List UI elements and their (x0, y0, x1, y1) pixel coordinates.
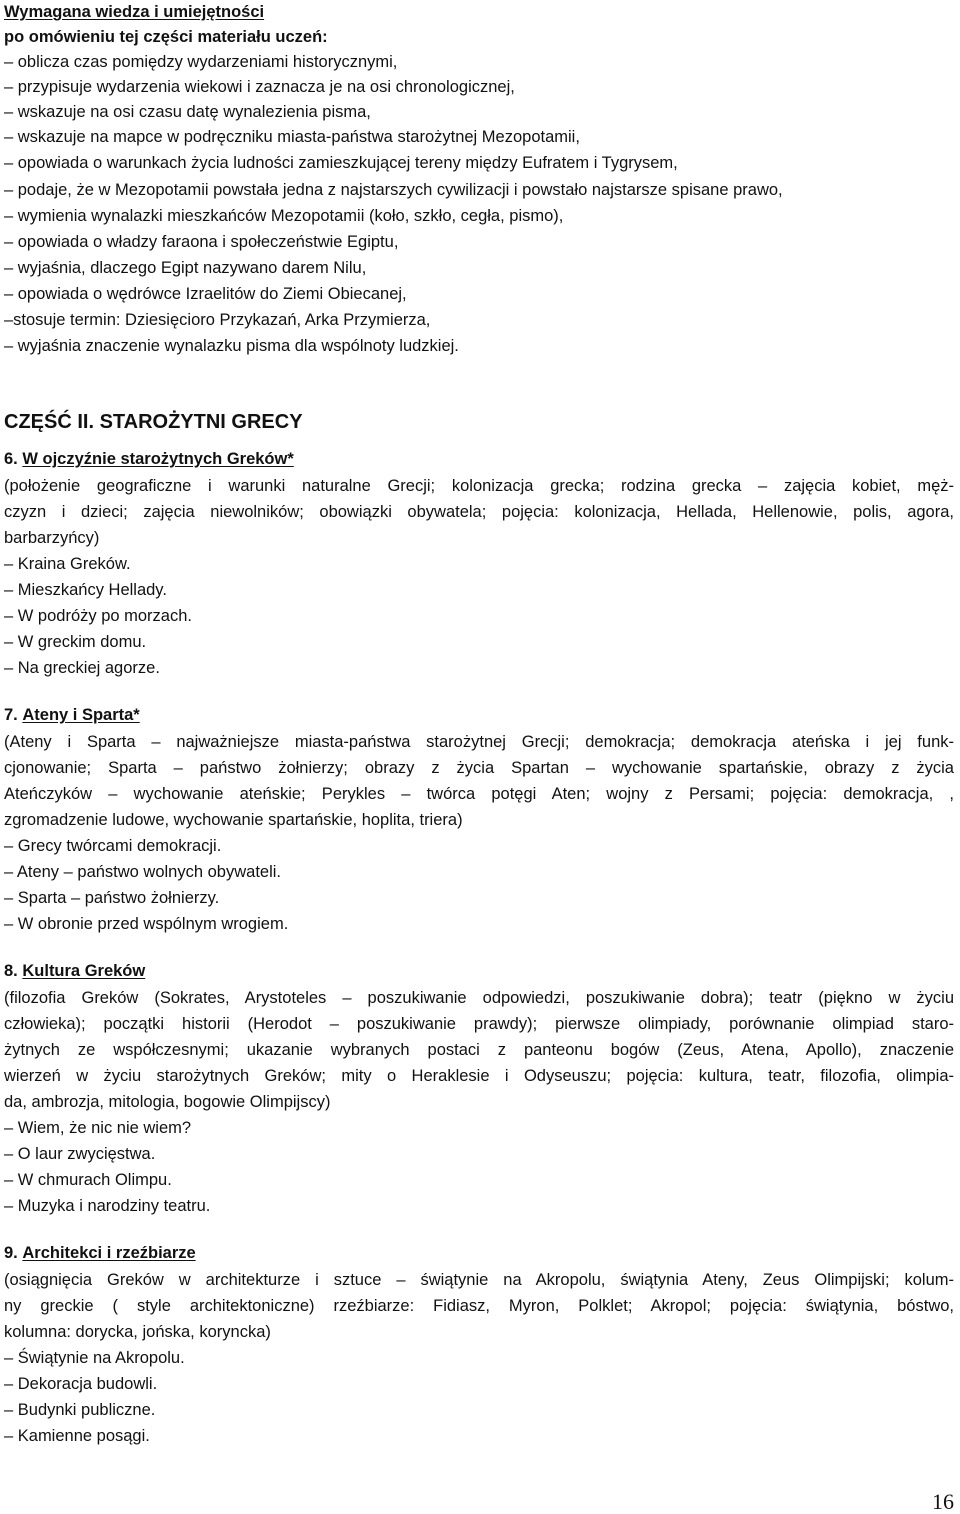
list-item: – wymienia wynalazki mieszkańców Mezopotamii (koło, szkło, cegła, pismo), (4, 207, 564, 225)
section-description-line: (położenie geograficzne i warunki naturalne Grecji; kolonizacja grecka; rodzina grecka – zajęcia kobiet, męż- (4, 477, 954, 495)
section-heading (4, 705, 140, 725)
section-title: Ateny i Sparta* (22, 706, 140, 724)
topic-item: – Kraina Greków. (4, 555, 131, 573)
section-description-line: da, ambrozja, mitologia, bogowie Olimpijscy) (4, 1093, 331, 1111)
list-item: – wyjaśnia znaczenie wynalazku pisma dla wspólnoty ludzkiej. (4, 337, 459, 355)
page-number: 16 (932, 1489, 954, 1514)
section-description-line: czyzn i dzieci; zajęcia niewolników; obowiązki obywatela; pojęcia: kolonizacja, Hellada, Hellenowie, polis, agora, (4, 503, 954, 521)
topic-item: – Ateny – państwo wolnych obywateli. (4, 863, 281, 881)
section-description-line: (osiągnięcia Greków w architekturze i sztuce – świątynie na Akropolu, świątynia Ateny, Zeus Olimpijski; kolum- (4, 1271, 954, 1289)
topic-item: – W chmurach Olimpu. (4, 1171, 172, 1189)
section-description-line: wierzeń w życiu starożytnych Greków; mity o Heraklesie i Odyseuszu; pojęcia: kultura, teatr, filozofia, olimpia- (4, 1067, 954, 1085)
topic-item: – W obronie przed wspólnym wrogiem. (4, 915, 289, 933)
topic-item: – Budynki publiczne. (4, 1401, 156, 1419)
topic-item: – Mieszkańcy Hellady. (4, 581, 167, 599)
section-description-line: zgromadzenie ludowe, wychowanie spartańskie, hoplita, triera) (4, 811, 463, 829)
part-title: CZĘŚĆ II. STAROŻYTNI GRECY (4, 411, 303, 433)
topic-item: – Dekoracja budowli. (4, 1375, 158, 1393)
topic-item: – O laur zwycięstwa. (4, 1145, 156, 1163)
list-item: – wskazuje na mapce w podręczniku miasta-państwa starożytnej Mezopotamii, (4, 128, 580, 146)
topic-item: – Na greckiej agorze. (4, 659, 160, 677)
section-description-line: barbarzyńcy) (4, 529, 100, 547)
requirements-subheading: po omówieniu tej części materiału uczeń: (4, 28, 328, 46)
list-item: – opowiada o wędrówce Izraelitów do Ziemi Obiecanej, (4, 285, 407, 303)
list-item: – opowiada o władzy faraona i społeczeństwie Egiptu, (4, 233, 399, 251)
topic-item: – Grecy twórcami demokracji. (4, 837, 222, 855)
requirements-heading: Wymagana wiedza i umiejętności (4, 3, 265, 21)
section-heading (4, 961, 145, 981)
section-description-line: Ateńczyków – wychowanie ateńskie; Perykles – twórca potęgi Aten; wojny z Persami; pojęcia: demokracja, , (4, 785, 954, 803)
section-number: 8. (4, 962, 18, 980)
list-item: – wyjaśnia, dlaczego Egipt nazywano darem Nilu, (4, 259, 367, 277)
section-description-line: (Ateny i Sparta – najważniejsze miasta-państwa starożytnej Grecji; demokracja; demokracja ateńska i jej funk- (4, 733, 954, 751)
section-description-line: cjonowanie; Sparta – państwo żołnierzy; obrazy z życia Spartan – wychowanie spartańskie, obrazy z życia (4, 759, 954, 777)
section-description-line: ny greckie ( style architektoniczne) rzeźbiarze: Fidiasz, Myron, Polklet; Akropol; pojęcia: świątynia, bóstwo, (4, 1297, 954, 1315)
section-number: 7. (4, 706, 18, 724)
topic-item: – W greckim domu. (4, 633, 147, 651)
section-title: Kultura Greków (22, 962, 146, 980)
section-description-line: człowieka); początki historii (Herodot – poszukiwanie prawdy); pierwsze olimpiady, porównanie olimpiad staro- (4, 1015, 954, 1033)
topic-item: – Świątynie na Akropolu. (4, 1349, 185, 1367)
section-number: 9. (4, 1244, 18, 1262)
list-item: – opowiada o warunkach życia ludności zamieszkującej tereny między Eufratem i Tygrysem, (4, 154, 678, 172)
list-item: –stosuje termin: Dziesięcioro Przykazań, Arka Przymierza, (4, 311, 431, 329)
section-heading (4, 1243, 196, 1263)
list-item: – podaje, że w Mezopotamii powstała jedna z najstarszych cywilizacji i powstało najstarsze spisane prawo, (4, 181, 783, 199)
section-title: W ojczyźnie starożytnych Greków* (22, 450, 294, 468)
topic-item: – Kamienne posągi. (4, 1427, 150, 1445)
list-item: – wskazuje na osi czasu datę wynalezienia pisma, (4, 103, 371, 121)
section-heading (4, 449, 294, 469)
topic-item: – Muzyka i narodziny teatru. (4, 1197, 211, 1215)
section-number: 6. (4, 450, 18, 468)
section-description-line: kolumna: dorycka, jońska, koryncka) (4, 1323, 271, 1341)
topic-item: – W podróży po morzach. (4, 607, 192, 625)
list-item: – oblicza czas pomiędzy wydarzeniami historycznymi, (4, 53, 398, 71)
topic-item: – Wiem, że nic nie wiem? (4, 1119, 192, 1137)
section-title: Architekci i rzeźbiarze (22, 1244, 196, 1262)
section-description-line: (filozofia Greków (Sokrates, Arystoteles – poszukiwanie odpowiedzi, poszukiwanie dobra); teatr (piękno w życiu (4, 989, 954, 1007)
section-description-line: żytnych ze współczesnymi; ukazanie wybranych postaci z panteonu bogów (Zeus, Atena, Apollo), znaczenie (4, 1041, 954, 1059)
topic-item: – Sparta – państwo żołnierzy. (4, 889, 220, 907)
list-item: – przypisuje wydarzenia wiekowi i zaznacza je na osi chronologicznej, (4, 78, 515, 96)
